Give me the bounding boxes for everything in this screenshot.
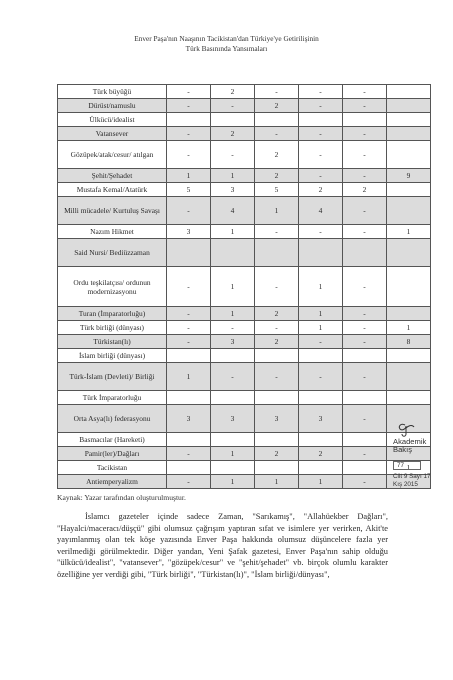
table-cell: 2 — [211, 85, 255, 99]
page-number: 77 — [393, 461, 421, 470]
table-cell: - — [343, 267, 387, 307]
row-label: Nazım Hikmet — [58, 225, 167, 239]
table-row — [58, 141, 431, 169]
table-cell: 2 — [255, 141, 299, 169]
table-row — [58, 183, 431, 197]
table-cell: 3 — [299, 405, 343, 433]
table-row — [58, 391, 431, 405]
table-cell: 3 — [255, 405, 299, 433]
table-cell: - — [343, 405, 387, 433]
table-cell: - — [343, 169, 387, 183]
table-cell — [343, 433, 387, 447]
table-cell — [387, 141, 431, 169]
table-cell: - — [299, 225, 343, 239]
table-cell — [387, 363, 431, 391]
table-row — [58, 99, 431, 113]
table-cell: 2 — [255, 335, 299, 349]
table-cell: - — [343, 363, 387, 391]
table-cell — [299, 239, 343, 267]
table-cell: 2 — [299, 183, 343, 197]
table-cell — [387, 391, 431, 405]
table-row — [58, 113, 431, 127]
table-cell — [211, 461, 255, 475]
running-header — [0, 34, 453, 53]
table-cell: 1 — [299, 267, 343, 307]
row-label: Şehit/Şehadet — [58, 169, 167, 183]
table-cell: - — [167, 141, 211, 169]
issue-volume: Cilt 9 Sayı 17 — [393, 473, 431, 480]
table-cell — [387, 85, 431, 99]
table-cell: - — [167, 127, 211, 141]
table-cell: - — [343, 141, 387, 169]
body-text — [57, 511, 388, 580]
header-line-2: Türk Basınında Yansımaları — [185, 43, 268, 53]
table-cell: 1 — [387, 321, 431, 335]
table-row — [58, 349, 431, 363]
table-cell — [343, 349, 387, 363]
table-cell: - — [343, 475, 387, 489]
row-label: Antiemperyalizm — [58, 475, 167, 489]
table-cell: 1 — [387, 461, 431, 475]
table-row — [58, 447, 431, 461]
table-cell: 3 — [211, 335, 255, 349]
table-cell: - — [343, 197, 387, 225]
table-row — [58, 475, 431, 489]
row-label: Milli mücadele/ Kurtuluş Savaşı — [58, 197, 167, 225]
row-label: Dürüst/namuslu — [58, 99, 167, 113]
table-cell: 3 — [211, 183, 255, 197]
table-cell — [167, 113, 211, 127]
table-cell: 3 — [167, 405, 211, 433]
row-label: Ülkücü/idealist — [58, 113, 167, 127]
table-cell — [167, 433, 211, 447]
table-cell — [343, 239, 387, 267]
journal-logo-icon — [396, 422, 416, 438]
table-cell — [387, 197, 431, 225]
table-cell: - — [255, 267, 299, 307]
table-cell: 4 — [211, 197, 255, 225]
table-cell: 1 — [387, 225, 431, 239]
table-cell: 5 — [167, 183, 211, 197]
row-label: Mustafa Kemal/Atatürk — [58, 183, 167, 197]
table-cell — [167, 349, 211, 363]
table-cell: - — [343, 127, 387, 141]
table-cell — [255, 461, 299, 475]
table-cell: 3 — [211, 405, 255, 433]
table-cell: - — [167, 475, 211, 489]
table-cell: - — [211, 363, 255, 391]
table-row — [58, 433, 431, 447]
table-cell — [387, 307, 431, 321]
row-label: Türk büyüğü — [58, 85, 167, 99]
table-cell: - — [299, 85, 343, 99]
table-cell: - — [167, 197, 211, 225]
row-label: İslam birliği (dünyası) — [58, 349, 167, 363]
table-cell: 2 — [211, 127, 255, 141]
table-cell: 2 — [255, 169, 299, 183]
table-cell — [255, 113, 299, 127]
table-cell: - — [299, 127, 343, 141]
table-cell — [211, 113, 255, 127]
table-cell — [211, 239, 255, 267]
frequency-table — [57, 84, 431, 489]
table-cell — [299, 461, 343, 475]
table-cell: 1 — [211, 307, 255, 321]
table-cell: 1 — [211, 169, 255, 183]
row-label: Gözüpek/atak/cesur/ atılgan — [58, 141, 167, 169]
table-cell: - — [343, 99, 387, 113]
row-label: Basmacılar (Hareketi) — [58, 433, 167, 447]
journal-sidebar — [393, 436, 445, 489]
table-cell: - — [167, 321, 211, 335]
table-row — [58, 85, 431, 99]
table-cell — [343, 113, 387, 127]
table-cell — [211, 349, 255, 363]
table-cell: - — [343, 335, 387, 349]
table-cell — [211, 391, 255, 405]
table-row — [58, 461, 431, 475]
table-cell: - — [211, 99, 255, 113]
row-label: Ordu teşkilatçısı/ ordunun modernizasyonu — [58, 267, 167, 307]
body-paragraph: İslamcı gazeteler içinde sadece Zaman, "Sarıkamış", "Allahüekber Dağları", "Hayalci/maceracı/düşçü" gibi olumsuz çağrışım yaptıran sıfat ve isimlere yer verirken, Akit'te yayımlanmış olan tek köşe yazısında Enver Paşa hakkında olumsuz düşüncelere fazla yer verilmediği görülmektedir. Diğer yandan, Yeni Şafak gazetesi, Enver Paşa'nın sahip olduğu "ülkücü/idealist", "vatansever", "gözüpek/cesur" ve "şehit/şehadet" vb. birçok olumlu karakter özelliğine yer verdiği gibi, "Türk birliği", "Türkistan(lı)", "İslam birliği/dünyası", — [57, 512, 388, 579]
table-cell: 1 — [299, 321, 343, 335]
table-cell: 2 — [343, 183, 387, 197]
row-label: Tacikistan — [58, 461, 167, 475]
table-cell: - — [211, 141, 255, 169]
table-cell: 8 — [387, 335, 431, 349]
table-row — [58, 363, 431, 391]
table-row — [58, 307, 431, 321]
table-cell: 4 — [299, 197, 343, 225]
table-cell: - — [167, 447, 211, 461]
table-source-caption: Kaynak: Yazar tarafından oluşturulmuştur. — [57, 493, 186, 502]
table-cell: 1 — [167, 363, 211, 391]
table-cell — [387, 99, 431, 113]
table-cell: - — [255, 363, 299, 391]
table-cell: 1 — [255, 475, 299, 489]
table-cell: 1 — [167, 169, 211, 183]
table-cell — [343, 391, 387, 405]
table-cell — [387, 127, 431, 141]
table-cell — [167, 239, 211, 267]
table-cell: - — [299, 99, 343, 113]
row-label: Said Nursi/ Bediüzzaman — [58, 239, 167, 267]
row-label: Türk-İslam (Devleti)/ Birliği — [58, 363, 167, 391]
table-cell: 2 — [255, 447, 299, 461]
table-cell: 2 — [299, 447, 343, 461]
table-cell: 5 — [255, 183, 299, 197]
table-row — [58, 239, 431, 267]
table-cell — [167, 391, 211, 405]
table-cell: - — [343, 85, 387, 99]
table-cell: - — [167, 267, 211, 307]
journal-name-line-1: Akademik — [393, 437, 427, 446]
table-cell — [343, 461, 387, 475]
table-cell: 2 — [255, 99, 299, 113]
table-cell: 1 — [211, 447, 255, 461]
table-cell: - — [343, 321, 387, 335]
table-cell — [255, 391, 299, 405]
table-cell: - — [299, 141, 343, 169]
table-cell — [211, 433, 255, 447]
table-cell: - — [167, 99, 211, 113]
table-cell — [387, 239, 431, 267]
table-cell — [299, 391, 343, 405]
table-row — [58, 321, 431, 335]
table-cell: - — [167, 335, 211, 349]
table-cell: - — [211, 321, 255, 335]
table-cell — [387, 267, 431, 307]
row-label: Turan (İmparatorluğu) — [58, 307, 167, 321]
table-cell: - — [343, 307, 387, 321]
table-cell — [255, 239, 299, 267]
table-cell — [387, 183, 431, 197]
table-cell: 2 — [255, 307, 299, 321]
issue-info — [393, 473, 445, 489]
table-cell: - — [299, 169, 343, 183]
table-cell: 9 — [387, 169, 431, 183]
table-cell: - — [255, 127, 299, 141]
table-cell: - — [167, 307, 211, 321]
table-cell — [387, 349, 431, 363]
row-label: Türk İmparatorluğu — [58, 391, 167, 405]
table-row — [58, 405, 431, 433]
table-row — [58, 225, 431, 239]
row-label: Vatansever — [58, 127, 167, 141]
table-cell: - — [299, 363, 343, 391]
row-label: Türkistan(lı) — [58, 335, 167, 349]
table-cell: 1 — [299, 475, 343, 489]
table-cell — [299, 113, 343, 127]
table-row — [58, 169, 431, 183]
table-row — [58, 197, 431, 225]
journal-name — [393, 438, 445, 454]
table-cell: - — [255, 321, 299, 335]
table-cell: - — [299, 335, 343, 349]
table-cell — [255, 349, 299, 363]
table-cell: 1 — [255, 197, 299, 225]
table-cell: 1 — [211, 475, 255, 489]
header-line-1: Enver Paşa'nın Naaşının Tacikistan'dan Türkiye'ye Getirilişinin — [134, 34, 319, 43]
table-cell: 3 — [167, 225, 211, 239]
table-row — [58, 127, 431, 141]
row-label: Orta Asya(lı) federasyonu — [58, 405, 167, 433]
row-label: Pamir(ler)/Dağları — [58, 447, 167, 461]
table-cell: 1 — [211, 225, 255, 239]
table-cell: 1 — [211, 267, 255, 307]
issue-season: Kış 2015 — [393, 481, 418, 489]
journal-name-line-2: Bakış — [393, 445, 412, 454]
table-cell: - — [167, 85, 211, 99]
table-cell: - — [255, 225, 299, 239]
table-cell: 1 — [299, 307, 343, 321]
table-row — [58, 335, 431, 349]
table-row — [58, 267, 431, 307]
table-cell: - — [255, 85, 299, 99]
table-cell — [299, 349, 343, 363]
table-cell — [299, 433, 343, 447]
table-cell: - — [343, 225, 387, 239]
table-cell — [255, 433, 299, 447]
table-cell — [167, 461, 211, 475]
table-cell — [387, 113, 431, 127]
table-cell: - — [343, 447, 387, 461]
row-label: Türk birliği (dünyası) — [58, 321, 167, 335]
